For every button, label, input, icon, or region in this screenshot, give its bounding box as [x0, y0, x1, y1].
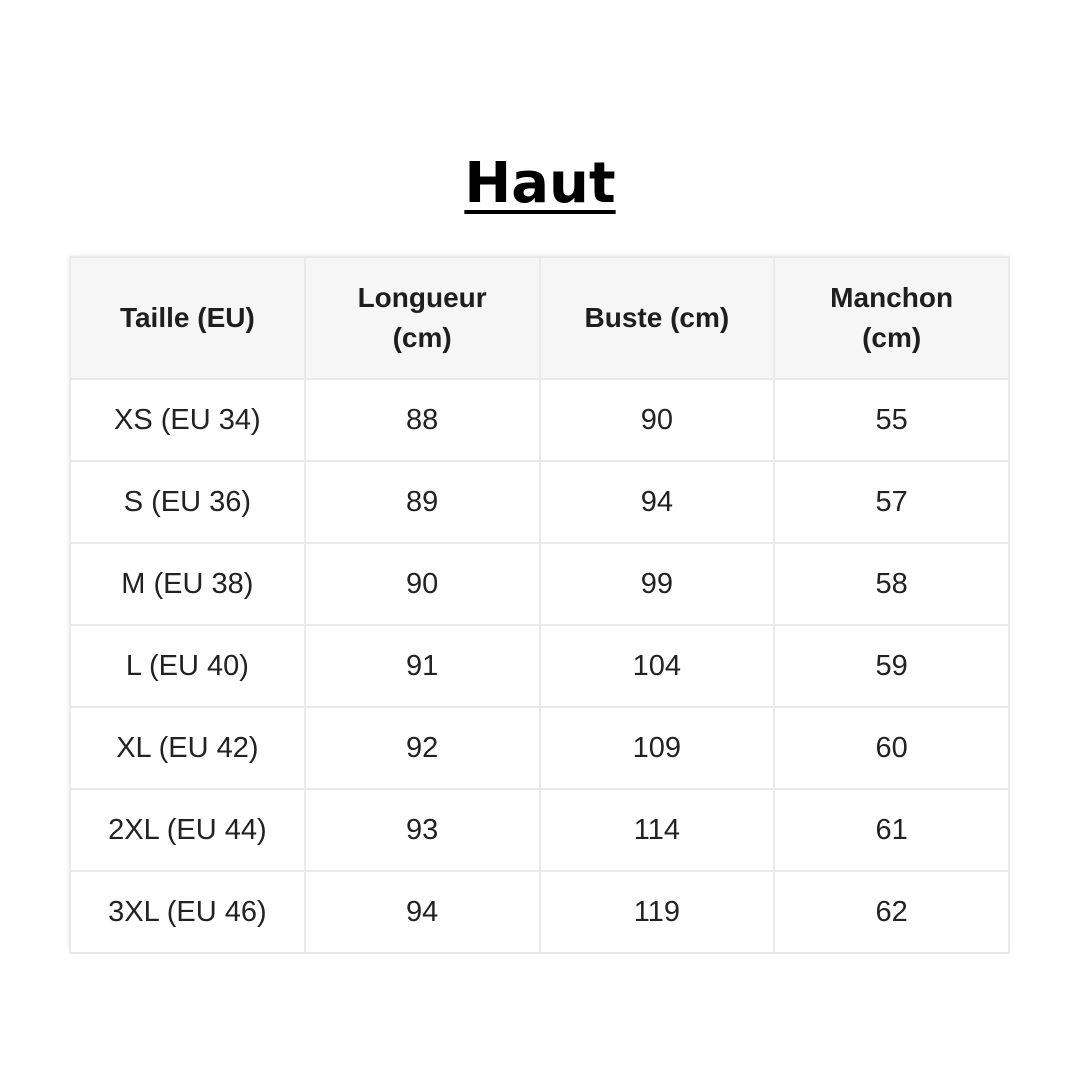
table-row	[70, 789, 1009, 871]
table-row	[70, 379, 1009, 461]
page-title	[0, 148, 1080, 220]
size-cell: XL (EU 42)	[70, 707, 305, 789]
measurement-cell: 104	[540, 625, 775, 707]
column-header: Longueur (cm)	[305, 257, 540, 379]
size-cell: S (EU 36)	[70, 461, 305, 543]
header-row	[70, 257, 1009, 379]
measurement-cell: 57	[774, 461, 1009, 543]
measurement-cell: 99	[540, 543, 775, 625]
measurement-cell: 94	[540, 461, 775, 543]
page-title-text: Haut	[464, 151, 616, 216]
column-header: Manchon (cm)	[774, 257, 1009, 379]
measurement-cell: 60	[774, 707, 1009, 789]
measurement-cell: 94	[305, 871, 540, 953]
measurement-cell: 59	[774, 625, 1009, 707]
measurement-cell: 93	[305, 789, 540, 871]
measurement-cell: 91	[305, 625, 540, 707]
size-cell: 3XL (EU 46)	[70, 871, 305, 953]
size-cell: 2XL (EU 44)	[70, 789, 305, 871]
size-table-container	[69, 256, 1008, 950]
measurement-cell: 114	[540, 789, 775, 871]
size-table-body	[70, 379, 1009, 953]
size-table	[69, 256, 1010, 954]
measurement-cell: 88	[305, 379, 540, 461]
measurement-cell: 90	[305, 543, 540, 625]
measurement-cell: 90	[540, 379, 775, 461]
measurement-cell: 92	[305, 707, 540, 789]
size-cell: L (EU 40)	[70, 625, 305, 707]
measurement-cell: 89	[305, 461, 540, 543]
column-header: Taille (EU)	[70, 257, 305, 379]
table-row	[70, 871, 1009, 953]
measurement-cell: 62	[774, 871, 1009, 953]
measurement-cell: 55	[774, 379, 1009, 461]
column-header: Buste (cm)	[540, 257, 775, 379]
table-row	[70, 707, 1009, 789]
size-table-header	[70, 257, 1009, 379]
table-row	[70, 625, 1009, 707]
size-cell: M (EU 38)	[70, 543, 305, 625]
measurement-cell: 58	[774, 543, 1009, 625]
table-row	[70, 543, 1009, 625]
measurement-cell: 109	[540, 707, 775, 789]
measurement-cell: 119	[540, 871, 775, 953]
size-cell: XS (EU 34)	[70, 379, 305, 461]
table-row	[70, 461, 1009, 543]
measurement-cell: 61	[774, 789, 1009, 871]
